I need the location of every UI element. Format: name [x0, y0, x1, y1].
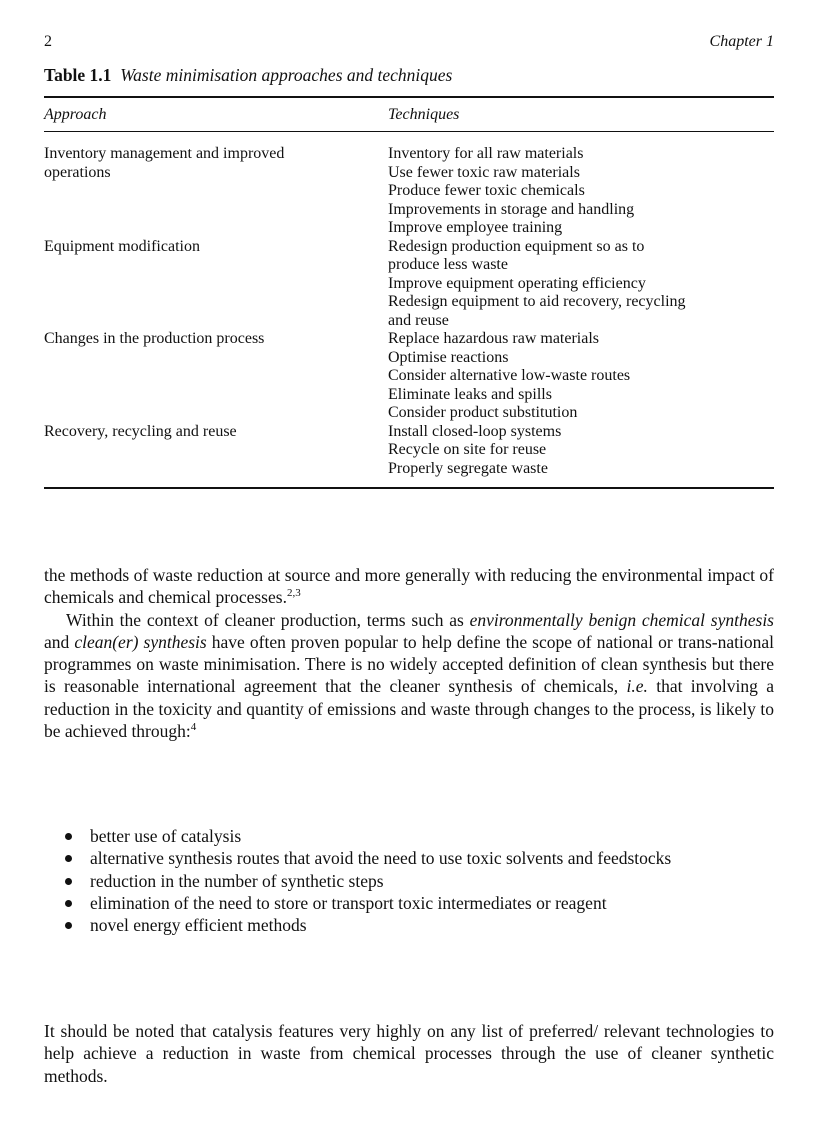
bullet-text: alternative synthesis routes that avoid the need to use toxic solvents and feedstocks [90, 848, 672, 869]
table-row [44, 330, 774, 423]
table-bottom-rule [44, 487, 774, 489]
technique-line: Eliminate leaks and spills [388, 385, 552, 403]
technique-line: Inventory for all raw materials [388, 145, 584, 162]
technique-line: Redesign production equipment so as to [388, 237, 645, 255]
paragraph-1: the methods of waste reduction at source and more generally with reducing the environmental impact of chemicals and chemical processes.$^{2,3}$ [44, 565, 774, 608]
techniques-cell [388, 145, 774, 238]
approach-cell [44, 330, 388, 423]
table-label: Table 1.1 [44, 65, 112, 85]
technique-line: Consider product substitution [388, 404, 578, 421]
table-body [44, 145, 774, 478]
technique-line: Install closed-loop systems [388, 422, 562, 440]
approach-line: Equipment modification [44, 237, 200, 255]
bullet-text: elimination of the need to store or transport toxic intermediates or reagent [90, 892, 607, 913]
technique-line: Properly segregate waste [388, 459, 548, 477]
techniques-cell [388, 330, 774, 423]
table-row [44, 145, 774, 238]
paragraph-2: Within the context of cleaner production, terms such as environmentally benign chemical synthesis and clean(er) synthesis have often proven popular to help define the scope of national or trans-national programmes on waste minimisation. There is no widely accepted definition of clean synthesis but there is reasonable international agreement that the cleaner synthesis of chemicals, i.e. that involving a reduction in the toxicity and quantity of emissions and waste through changes to the process, is likely to be achieved through:$^4$ [44, 609, 774, 742]
technique-line: Optimise reactions [388, 348, 509, 366]
approach-cell [44, 145, 388, 238]
bullet-dot-icon [65, 855, 72, 862]
technique-line: Redesign equipment to aid recovery, recycling [388, 293, 686, 310]
approach-line: Changes in the production process [44, 330, 265, 347]
bullet-list [44, 825, 774, 936]
technique-line: Recycle on site for reuse [388, 441, 547, 458]
techniques-cell [388, 238, 774, 331]
running-header [44, 33, 774, 51]
bullet-item [44, 825, 774, 847]
technique-line: Improvements in storage and handling [388, 200, 635, 218]
bullet-item [44, 892, 774, 914]
bullet-text: reduction in the number of synthetic steps [90, 870, 384, 891]
technique-line: Consider alternative low-waste routes [388, 367, 631, 384]
bullet-dot-icon [65, 833, 72, 840]
technique-line: Replace hazardous raw materials [388, 330, 600, 347]
column-header-approach: Approach [44, 106, 107, 123]
table-caption [44, 65, 452, 86]
table-row [44, 238, 774, 331]
body-text [44, 564, 774, 742]
table-top-rule [44, 96, 774, 98]
chapter-label: Chapter 1 [709, 33, 774, 50]
bullet-text: better use of catalysis [90, 826, 242, 846]
table-header-rule [44, 131, 774, 132]
approach-cell [44, 423, 388, 479]
approach-cell [44, 238, 388, 331]
reference-2-3: 2,3 [286, 587, 301, 600]
approach-line: Recovery, recycling and reuse [44, 422, 237, 440]
technique-line: Improve employee training [388, 219, 563, 236]
bullet-item [44, 847, 774, 869]
table-row [44, 423, 774, 479]
technique-line: Produce fewer toxic chemicals [388, 182, 585, 199]
reference-4: 4 [190, 721, 197, 734]
column-header-techniques: Techniques [388, 106, 460, 123]
table-title: Waste minimisation approaches and techniques [120, 65, 453, 85]
technique-line: Improve equipment operating efficiency [388, 274, 646, 292]
techniques-cell [388, 423, 774, 479]
approach-line: operations [44, 163, 111, 181]
page-number: 2 [44, 33, 52, 50]
table-header-row [44, 106, 774, 124]
approach-line: Inventory management and improved [44, 145, 285, 162]
bullet-dot-icon [65, 922, 72, 929]
closing-paragraph: It should be noted that catalysis features very highly on any list of preferred/ relevant technologies to help achieve a reduction in waste from chemical processes through the use of cleaner synthetic methods. [44, 1021, 774, 1086]
technique-line: Use fewer toxic raw materials [388, 163, 580, 181]
technique-line: produce less waste [388, 256, 508, 273]
bullet-dot-icon [65, 900, 72, 907]
bullet-dot-icon [65, 878, 72, 885]
bullet-item [44, 870, 774, 892]
bullet-item [44, 914, 774, 936]
bullet-text: novel energy efficient methods [90, 915, 307, 936]
technique-line: and reuse [388, 311, 449, 329]
